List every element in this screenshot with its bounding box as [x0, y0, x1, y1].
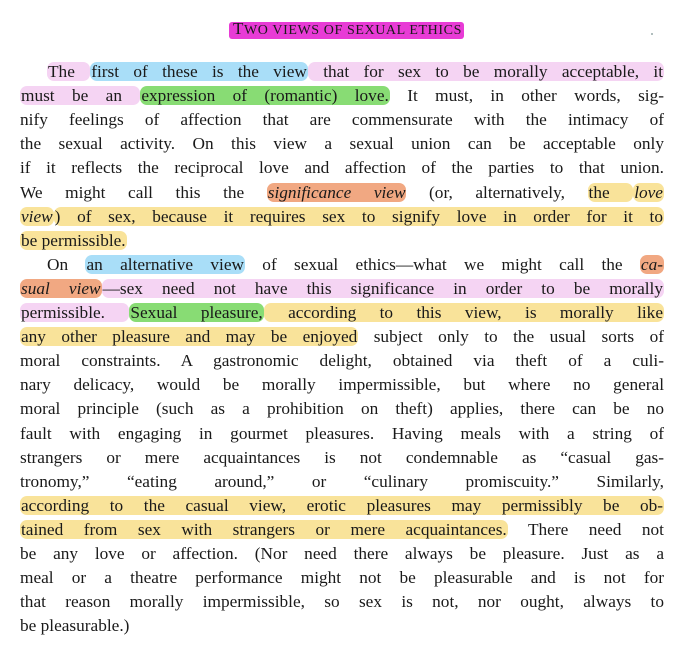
text-span: moral principle (such as a prohibition on theft) applies, there can be no	[20, 399, 664, 419]
text-span: We might call this the	[20, 182, 267, 202]
text-span: strangers or mere acquaintances is not condemnable as “casual gas-	[20, 447, 664, 467]
yellow-highlight: according to the casual view, erotic pleasures may permissibly be ob-	[21, 495, 663, 515]
green-highlight: Sexual pleasure,	[130, 303, 263, 322]
text-span: On	[47, 254, 86, 274]
text-span: be pleasurable.)	[20, 616, 130, 636]
text-span: There need not	[507, 519, 664, 539]
text-line	[20, 565, 664, 591]
text-span: if it reflects the reciprocal love and affection of the parties to that union.	[20, 158, 664, 178]
text-span: tronomy,” “eating around,” or “culinary promiscuity.” Similarly,	[20, 471, 664, 491]
text-line	[20, 228, 664, 254]
text-span: of sexual ethics—what we might call the	[244, 254, 640, 274]
text-line	[20, 180, 664, 206]
section-heading	[0, 19, 693, 41]
green-highlight: expression of (romantic) love.	[141, 86, 389, 106]
blue-highlight: first of these is the view	[91, 62, 307, 81]
orange-highlight: sual view	[21, 278, 101, 298]
text-span: nary delicacy, would be morally impermissible, but where no general	[20, 375, 664, 395]
text-span: that reason morally impermissible, so sex is not, nor ought, always to	[20, 592, 664, 612]
text-line	[20, 276, 664, 302]
text-span: It must, in other words, sig-	[389, 86, 664, 106]
pink-highlight: The	[48, 62, 90, 81]
yellow-highlight: tained from sex with strangers or mere acquaintances.	[21, 519, 507, 539]
text-span: meal or a theatre performance might not be pleasurable and is not for	[20, 568, 664, 588]
text-line	[47, 59, 664, 85]
yellow-highlight: be permissible.	[21, 230, 126, 250]
yellow-highlight: any other pleasure and may be enjoyed	[21, 327, 358, 347]
text-line	[20, 372, 664, 398]
text-line	[20, 155, 664, 181]
heading-rest: WO VIEWS OF SEXUAL ETHICS	[243, 23, 462, 38]
pink-highlight: —sex need not have this significance in order to be morally	[102, 278, 663, 298]
text-line	[20, 541, 664, 567]
heading-initial: T	[233, 19, 244, 38]
blue-highlight: an alternative view	[86, 254, 244, 274]
text-line	[20, 421, 664, 447]
text-line	[20, 83, 664, 109]
yellow-highlight: ) of sex, because it requires sex to signify love in order for it to	[54, 206, 663, 226]
text-line	[20, 131, 664, 157]
pink-highlight: must be an	[21, 86, 140, 106]
text-line	[20, 300, 664, 326]
text-span: nify feelings of affection that are commensurate with the intimacy of	[20, 110, 664, 130]
scan-speck	[651, 33, 653, 35]
text-line	[20, 348, 664, 374]
orange-highlight: ca-	[640, 254, 663, 274]
text-line	[20, 589, 664, 615]
text-span: be any love or affection. (Nor need there always be pleasure. Just as a	[20, 544, 664, 563]
yellow-highlight: love	[634, 182, 663, 202]
text-line	[20, 517, 664, 543]
yellow-highlight: view	[21, 206, 53, 226]
text-span: moral constraints. A gastronomic delight, obtained via theft of a culi-	[20, 351, 664, 371]
text-span: the sexual activity. On this view a sexual union can be acceptable only	[20, 134, 664, 154]
text-line	[20, 204, 664, 230]
text-line	[47, 252, 664, 278]
heading-highlight	[229, 19, 464, 39]
orange-highlight: significance view	[267, 182, 406, 202]
text-line	[20, 107, 664, 133]
text-span: fault with engaging in gourmet pleasures. Having meals with a string of	[20, 423, 664, 443]
text-line	[20, 445, 664, 471]
text-line	[20, 324, 664, 350]
text-line	[20, 396, 664, 422]
text-span: subject only to the usual sorts of	[358, 327, 664, 347]
text-line	[20, 493, 664, 519]
yellow-highlight: the	[588, 182, 633, 202]
text-line	[20, 469, 664, 495]
pink-highlight: permissible.	[21, 303, 129, 322]
text-line	[20, 613, 664, 639]
yellow-highlight: according to this view, is morally like	[264, 303, 663, 322]
text-span: (or, alternatively,	[406, 182, 588, 202]
pink-highlight: that for sex to be morally acceptable, it	[308, 62, 664, 81]
